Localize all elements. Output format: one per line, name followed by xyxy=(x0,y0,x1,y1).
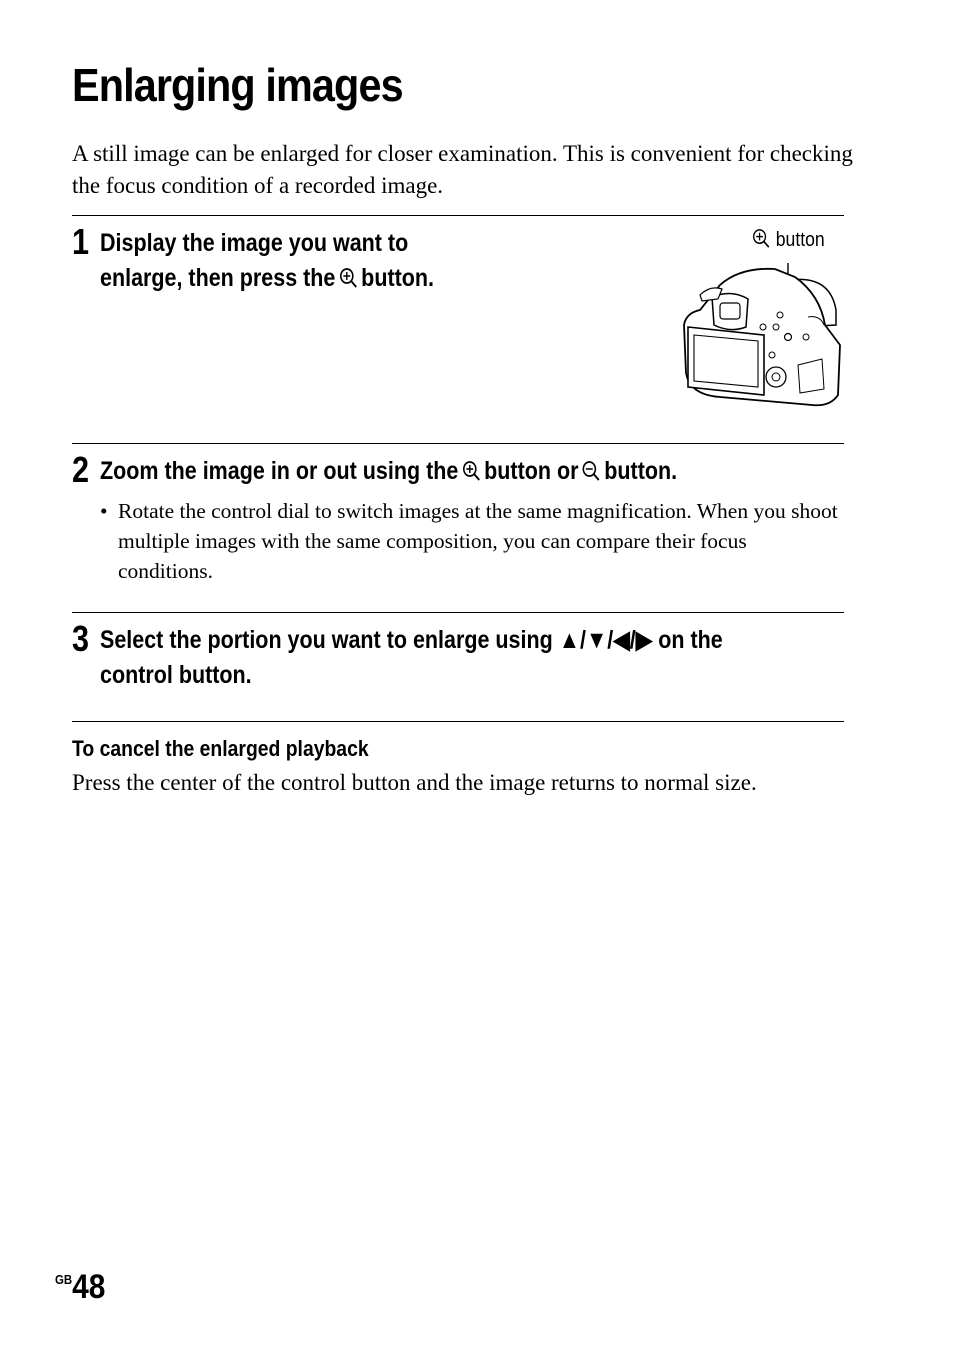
page-title: Enlarging images xyxy=(72,59,403,111)
step-2-text-middle: button or xyxy=(484,457,579,485)
step-3-number: 3 xyxy=(72,618,90,659)
cancel-heading: To cancel the enlarged playback xyxy=(72,736,369,761)
step-1-line2-after: button. xyxy=(361,264,435,292)
step-3-line1: Select the portion you want to enlarge using ▲/▼/◀/▶ on the xyxy=(100,626,723,654)
step-3-line2: control button. xyxy=(100,661,252,689)
step-2-text-after: button. xyxy=(604,457,678,485)
step-3-text xyxy=(100,623,723,693)
step-2-notes xyxy=(100,496,840,586)
zoom-in-icon xyxy=(752,228,770,249)
step-1-line1: Display the image you want to xyxy=(100,229,409,257)
region-code: GB xyxy=(55,1272,73,1287)
step-2-number: 2 xyxy=(72,449,90,490)
camera-illustration xyxy=(680,255,845,415)
step-1-text xyxy=(100,226,434,296)
page-number-value: 48 xyxy=(72,1268,106,1306)
step-2-text-before: Zoom the image in or out using the xyxy=(100,457,459,485)
page-number xyxy=(55,1268,105,1307)
divider xyxy=(72,612,844,613)
zoom-button-callout xyxy=(752,228,825,252)
divider xyxy=(72,443,844,444)
step-2-note: • Rotate the control dial to switch images at the same magnification. When you shoot multiple images with the same composition, you can compare their focus conditions. xyxy=(100,496,840,586)
divider xyxy=(72,215,844,216)
step-1-number: 1 xyxy=(72,221,90,262)
zoom-out-icon xyxy=(582,460,601,482)
step-2-text xyxy=(100,454,677,489)
intro-paragraph: A still image can be enlarged for closer examination. This is convenient for checking the focus condition of a recorded image. xyxy=(72,141,853,198)
step-1-line2-before: enlarge, then press the xyxy=(100,264,336,292)
divider xyxy=(72,721,844,722)
zoom-in-icon xyxy=(339,267,358,289)
zoom-in-icon xyxy=(462,460,481,482)
callout-label: button xyxy=(775,229,825,251)
cancel-body: Press the center of the control button and the image returns to normal size. xyxy=(72,770,757,795)
